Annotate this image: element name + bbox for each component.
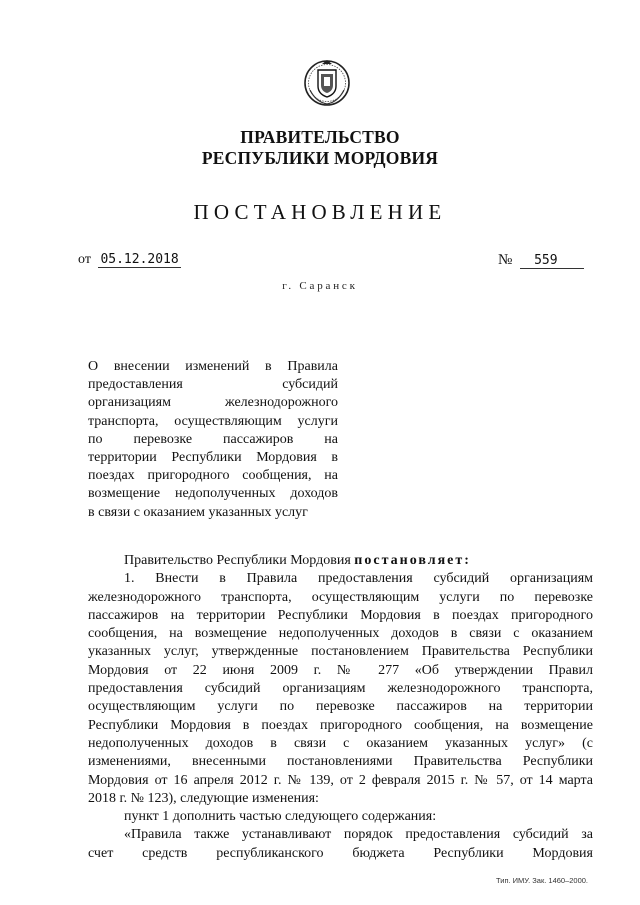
organization-line-1: ПРАВИТЕЛЬСТВО: [240, 127, 400, 147]
intro-emphasis: постановляет:: [354, 553, 471, 568]
date-prefix: от: [78, 252, 91, 267]
subject-line: организациям железнодорожного: [88, 395, 338, 411]
organization-line-2: РЕСПУБЛИКИ МОРДОВИЯ: [201, 148, 439, 168]
document-subject: [88, 358, 338, 522]
subject-line: по перевозке пассажиров на: [88, 431, 338, 447]
document-date: [78, 252, 181, 268]
print-footer: Тип. ИМУ. Зак. 1460–2000.: [496, 876, 589, 885]
body-line: осуществляющим услуги по перевозке пассажиров на территории: [88, 699, 593, 715]
date-value: 05.12.2018: [100, 252, 179, 267]
body-line: Мордовия от 16 апреля 2012 г. № 139, от 2 февраля 2015 г. № 57, от 14 марта: [88, 772, 593, 788]
body-line: пассажиров на территории Республики Мордовия в поездах пригородного: [88, 607, 593, 623]
body-intro: [88, 552, 593, 570]
intro-text: Правительство Республики Мордовия: [124, 553, 351, 568]
body-line: 2018 г. № 123), следующие изменения:: [88, 790, 319, 806]
body-line: указанных услуг, утвержденные постановлением Правительства Республики: [88, 644, 593, 660]
city-name: г. Саранск: [282, 280, 358, 292]
number-prefix: №: [498, 252, 513, 268]
body-line: Мордовия от 22 июня 2009 г. № 277 «Об утверждении Правил: [88, 662, 593, 678]
body-line: Республики Мордовия в поездах пригородного сообщения, на возмещение: [88, 717, 593, 733]
subject-line: транспорта, осуществляющим услуги: [88, 413, 338, 429]
subject-line: возмещение недополученных доходов: [88, 486, 338, 502]
document-body: [88, 552, 593, 863]
body-line: железнодорожного транспорта, осуществляющим услуги по перевозке: [88, 589, 593, 605]
document-number: [498, 252, 584, 269]
body-line: «Правила также устанавливают порядок предоставления субсидий за: [124, 827, 593, 843]
body-line: недополученных доходов в связи с оказанием указанных услуг» (с: [88, 735, 593, 751]
coat-of-arms-emblem: [302, 56, 352, 108]
subject-line: предоставления субсидий: [88, 377, 338, 393]
subject-line: территории Республики Мордовия в: [88, 449, 338, 465]
subject-line: О внесении изменений в Правила: [88, 359, 338, 374]
body-line: счет средств республиканского бюджета Республики Мордовия: [88, 845, 593, 861]
body-line: сообщения, на возмещение недополученных доходов в связи с оказанием: [88, 626, 593, 642]
number-value: 559: [520, 253, 583, 269]
body-line: изменениями, внесенными постановлениями Правительства Республики: [88, 754, 593, 770]
subject-line: поездах пригородного сообщения, на: [88, 468, 338, 484]
body-line: 1. Внести в Правила предоставления субсидий организациям: [124, 571, 593, 587]
body-line: пункт 1 дополнить частью следующего содержания:: [124, 809, 437, 825]
body-line: предоставления субсидий организациям железнодорожного транспорта,: [88, 681, 593, 697]
organization-name: [0, 127, 640, 169]
subject-line: в связи с оказанием указанных услуг: [88, 504, 308, 520]
document-type-title: ПОСТАНОВЛЕНИЕ: [193, 200, 447, 224]
